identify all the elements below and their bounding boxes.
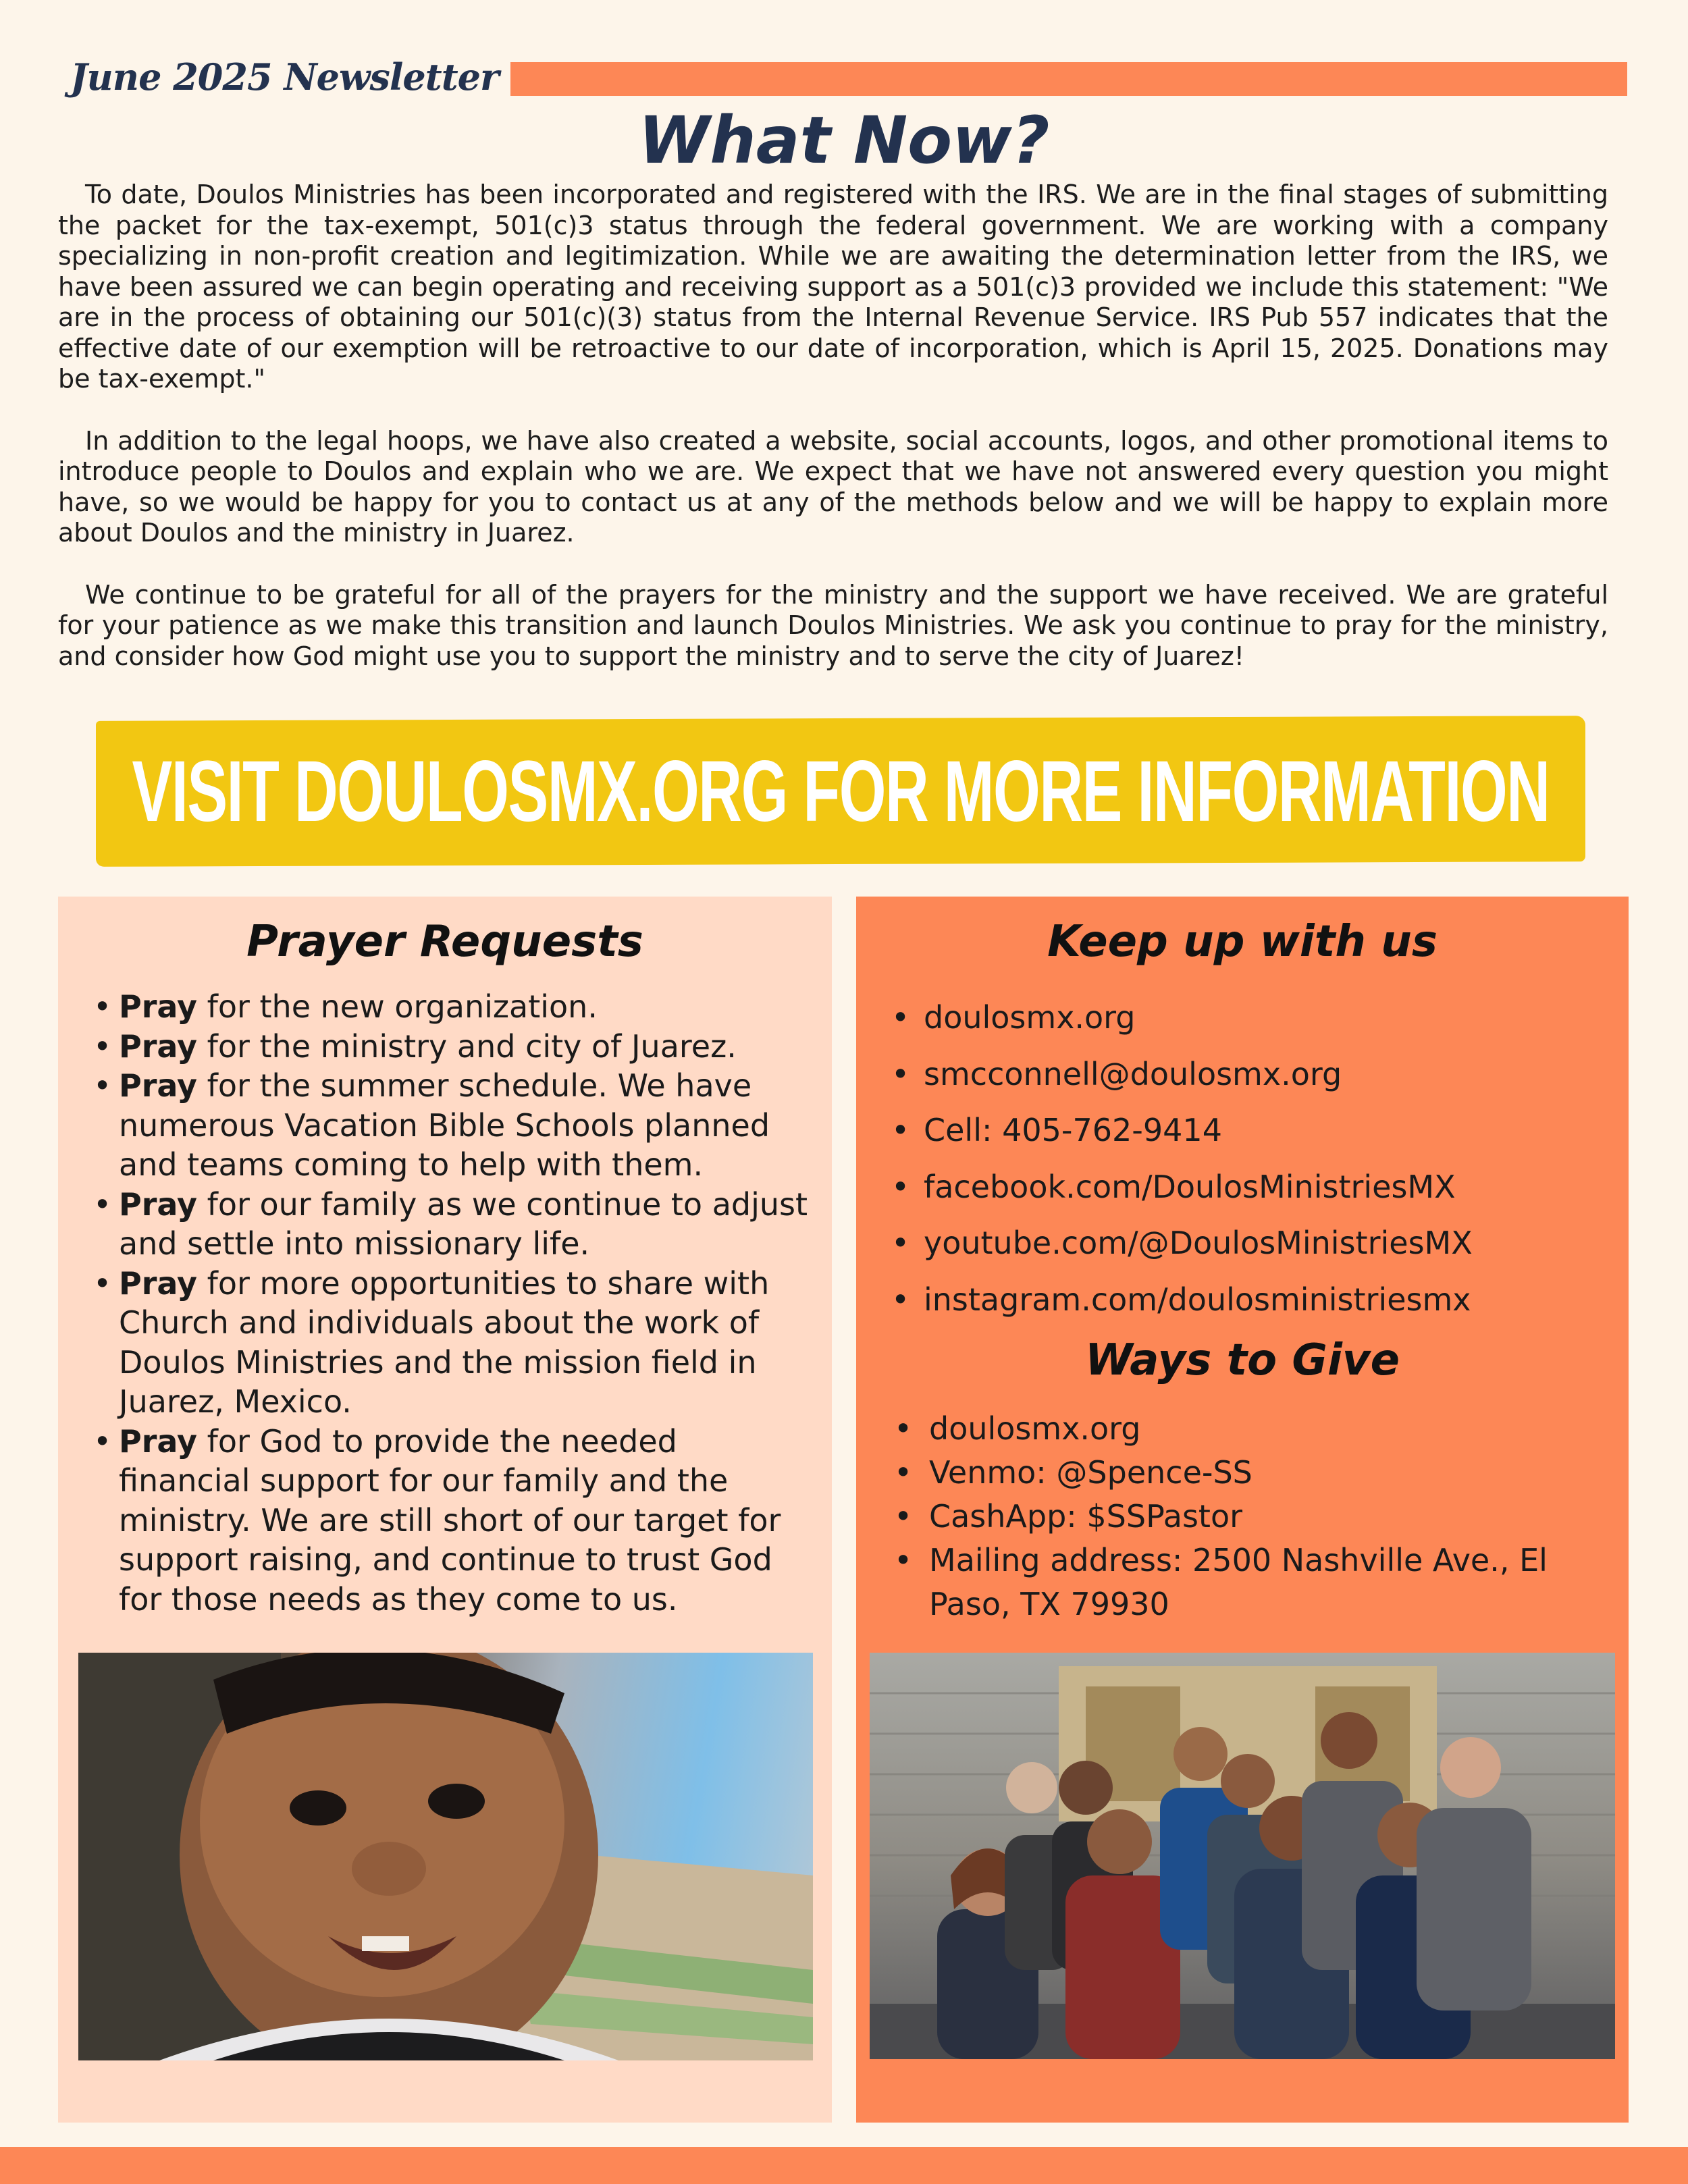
ways-to-give-title: Ways to Give xyxy=(1085,1335,1400,1385)
prayer-text: for more opportunities to share with Church and individuals about the work of Doulos Ministries and the mission field in Juarez, Mexico. xyxy=(119,1264,770,1420)
intro-body xyxy=(58,180,1608,703)
prayer-lead: Pray xyxy=(119,1422,198,1460)
contact-facebook-link[interactable]: • facebook.com/DoulosMinistriesMX xyxy=(891,1159,1607,1216)
baby-photo-illustration xyxy=(78,1653,813,2060)
give-mailing-address: • Mailing address: 2500 Nashville Ave., El Paso, TX 79930 xyxy=(894,1539,1610,1626)
contact-instagram-link[interactable]: • instagram.com/doulosministriesmx xyxy=(891,1272,1607,1329)
group-photo-illustration xyxy=(870,1653,1615,2059)
prayer-text: for the new organization. xyxy=(197,988,598,1025)
prayer-requests-title: Prayer Requests xyxy=(246,917,643,967)
prayer-lead: Pray xyxy=(119,1067,198,1104)
intro-paragraph: In addition to the legal hoops, we have also created a website, social accounts, logos, and other promotional items to introduce people to Doulos and explain who we are. We expect that we have not answered every question you might have, so we would be happy for you to contact us at any of the methods below and we will be happy to explain more about Doulos and the ministry in Juarez. xyxy=(58,425,1608,548)
newsletter-date-label: June 2025 Newsletter xyxy=(70,55,499,99)
header-accent-bar xyxy=(510,62,1627,96)
prayer-requests-panel xyxy=(58,897,832,2123)
list-item xyxy=(97,1027,813,1067)
prayer-text: for God to provide the needed financial support for our family and the ministry. We are still short of our target for support raising, and continue to trust God for those needs as they come to us. xyxy=(119,1422,781,1618)
contact-panel xyxy=(856,897,1629,2123)
group-photo xyxy=(870,1653,1615,2059)
prayer-text: for our family as we continue to adjust and settle into missionary life. xyxy=(119,1186,808,1262)
list-item xyxy=(97,1066,813,1185)
contact-youtube-link[interactable]: • youtube.com/@DoulosMinistriesMX xyxy=(891,1215,1607,1272)
intro-paragraph: We continue to be grateful for all of the prayers for the ministry and the support we have received. We are grateful for your patience as we make this transition and launch Doulos Ministries. We ask you continue to pray for the ministry, and consider how God might use you to support the ministry and to serve the city of Juarez! xyxy=(58,579,1608,671)
give-list xyxy=(894,1407,1610,1626)
list-item xyxy=(97,1185,813,1264)
prayer-requests-list xyxy=(97,987,813,1619)
contact-website-link[interactable]: • doulosmx.org xyxy=(891,990,1607,1046)
prayer-lead: Pray xyxy=(119,1186,198,1223)
contact-phone[interactable]: • Cell: 405-762-9414 xyxy=(891,1102,1607,1159)
contact-email-link[interactable]: • smcconnell@doulosmx.org xyxy=(891,1046,1607,1103)
prayer-lead: Pray xyxy=(119,1028,198,1065)
keep-up-title: Keep up with us xyxy=(1047,917,1438,967)
list-item xyxy=(97,1422,813,1620)
prayer-text: for the summer schedule. We have numerous Vacation Bible Schools planned and teams coming to help with them. xyxy=(119,1067,770,1183)
prayer-text: for the ministry and city of Juarez. xyxy=(197,1028,737,1065)
footer-accent-bar xyxy=(0,2147,1688,2184)
website-banner-text: VISIT DOULOSMX.ORG FOR MORE INFORMATION xyxy=(132,743,1550,840)
page-title: What Now? xyxy=(638,103,1050,178)
baby-photo xyxy=(78,1653,813,2060)
contact-list xyxy=(891,990,1607,1328)
list-item xyxy=(97,1264,813,1422)
give-website-link[interactable]: • doulosmx.org xyxy=(894,1407,1610,1451)
list-item xyxy=(97,987,813,1027)
give-cashapp: • CashApp: $SSPastor xyxy=(894,1495,1610,1539)
prayer-lead: Pray xyxy=(119,988,198,1025)
give-venmo: • Venmo: @Spence-SS xyxy=(894,1451,1610,1495)
prayer-lead: Pray xyxy=(119,1264,198,1302)
intro-paragraph: To date, Doulos Ministries has been incorporated and registered with the IRS. We are in the final stages of submitting the packet for the tax-exempt, 501(c)3 status through the federal government. We are working with a company specializing in non-profit creation and legitimization. While we are awaiting the determination letter from the IRS, we have been assured we can begin operating and receiving support as a 501(c)3 provided we include this statement: "We are in the process of obtaining our 501(c)(3) status from the Internal Revenue Service. IRS Pub 557 indicates that the effective date of our exemption will be retroactive to our date of incorporation, which is April 15, 2025. Donations may be tax-exempt." xyxy=(58,180,1608,394)
